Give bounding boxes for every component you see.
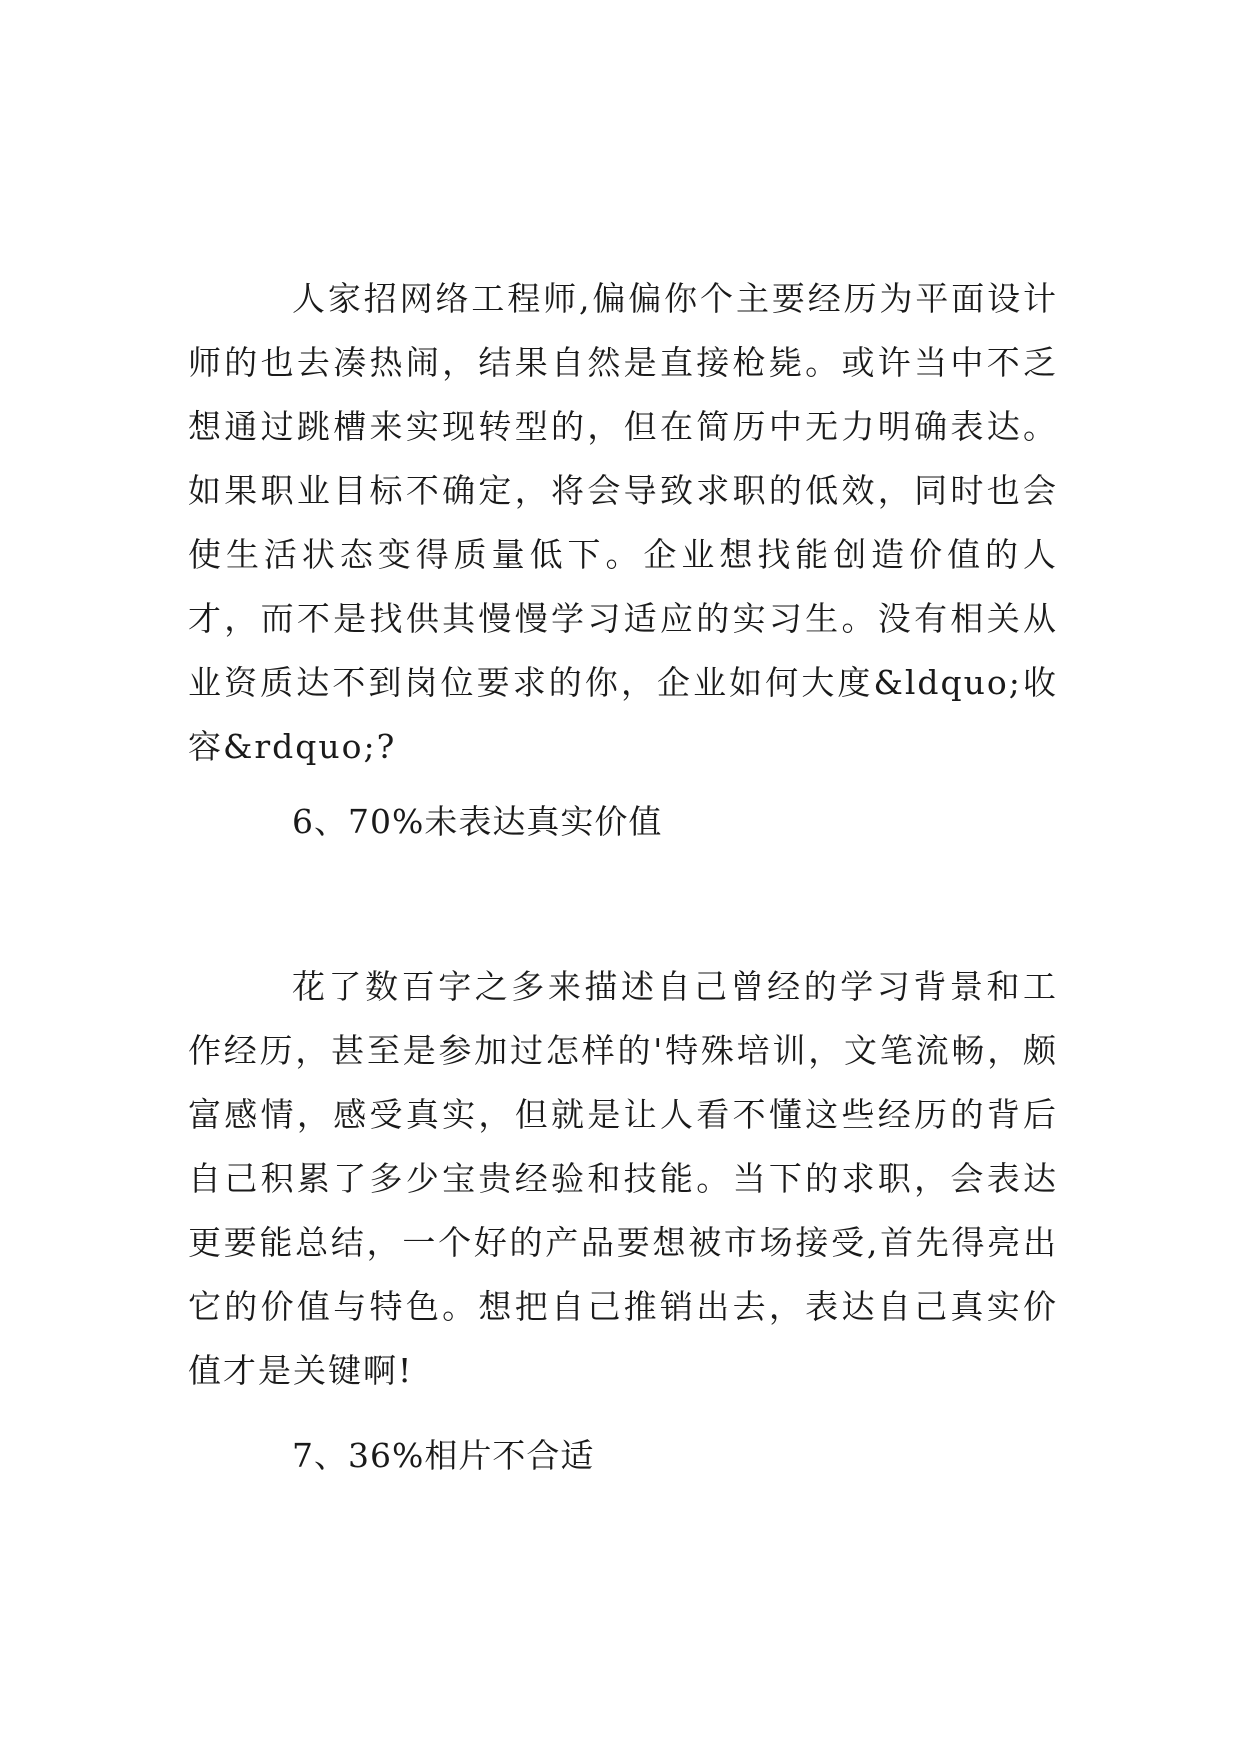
section-heading: 7、36%相片不合适 (292, 1436, 595, 1475)
section-heading: 6、70%未表达真实价值 (292, 802, 663, 841)
body-paragraph: 人家招网络工程师,偏偏你个主要经历为平面设计师的也去凑热闹，结果自然是直接枪毙。或许当中不乏想通过跳槽来实现转型的，但在简历中无力明确表达。如果职业目标不确定，将会导致求职的低效，同时也会使生活状态变得质量低下。企业想找能创造价值的人才，而不是找供其慢慢学习适应的实习生。没有相关从业资质达不到岗位要求的你，企业如何大度&ldquo;收容&rdquo;? (188, 279, 1058, 766)
body-paragraph: 花了数百字之多来描述自己曾经的学习背景和工作经历，甚至是参加过怎样的'特殊培训，文笔流畅，颇富感情，感受真实，但就是让人看不懂这些经历的背后自己积累了多少宝贵经验和技能。当下的求职，会表达更要能总结，一个好的产品要想被市场接受,首先得亮出它的价值与特色。想把自己推销出去，表达自己真实价值才是关键啊! (188, 967, 1058, 1390)
